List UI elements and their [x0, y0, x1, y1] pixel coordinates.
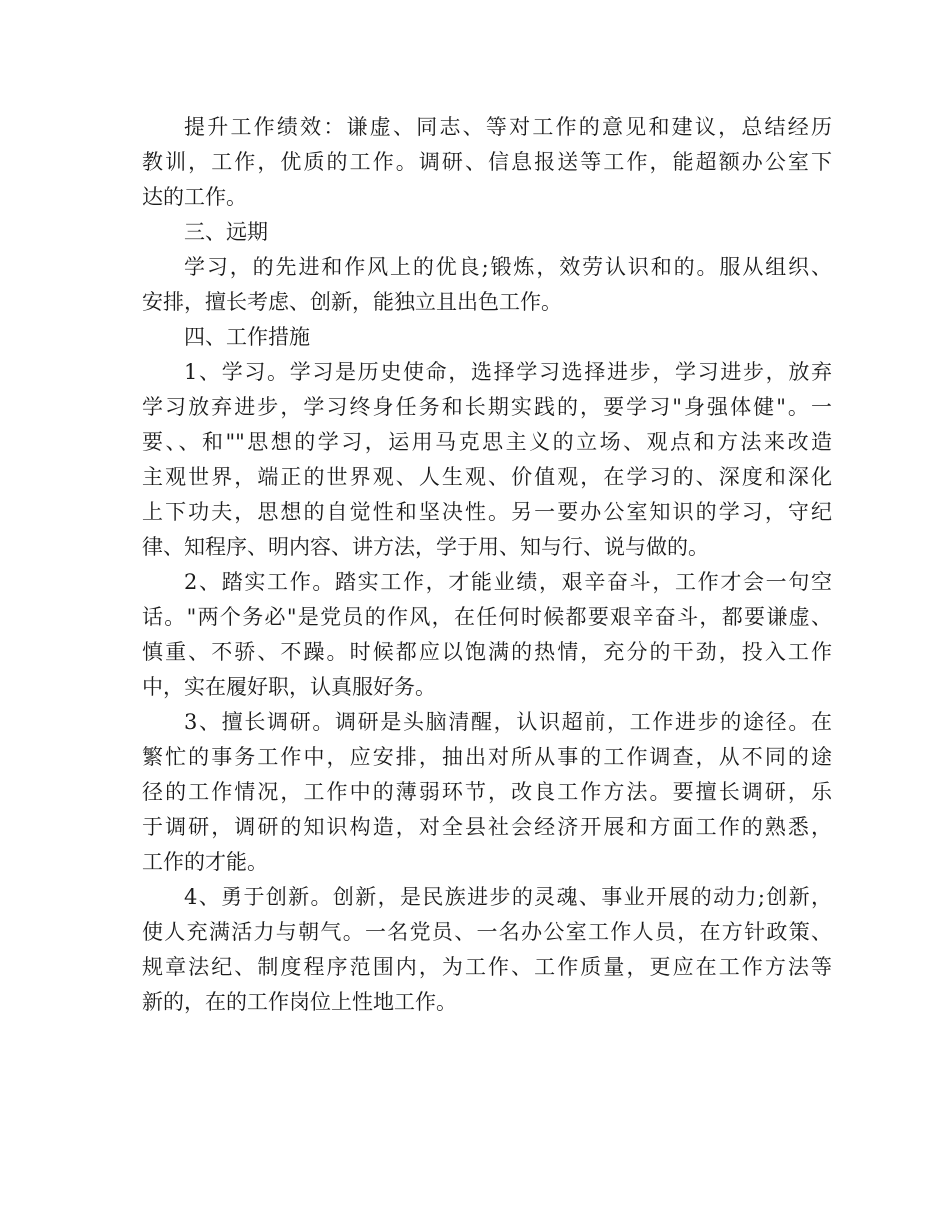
document-body: [142, 110, 832, 1020]
text-line: 四、工作措施: [184, 325, 310, 349]
text-line: 学习，的先进和作风上的优良;锻炼，效劳认识和的。服从组织、: [184, 255, 832, 279]
text-line: 繁忙的事务工作中，应安排，抽出对所从事的工作调查，从不同的途: [142, 745, 832, 769]
text-line: 慎重、不骄、不躁。时候都应以饱满的热情，充分的干劲，投入工作: [142, 640, 832, 664]
text-line: 学习放弃进步，学习终身任务和长期实践的，要学习"身强体健"。一: [142, 395, 832, 419]
text-line: 达的工作。: [142, 185, 247, 209]
text-line: 使人充满活力与朝气。一名党员、一名办公室工作人员，在方针政策、: [142, 920, 832, 944]
text-line: 提升工作绩效：谦虚、同志、等对工作的意见和建议，总结经历: [184, 115, 832, 139]
text-line: 3、擅长调研。调研是头脑清醒，认识超前，工作进步的途径。在: [184, 710, 832, 734]
text-line: 1、学习。学习是历史使命，选择学习选择进步，学习进步，放弃: [184, 360, 832, 384]
text-line: 工作的才能。: [142, 850, 268, 874]
text-line: 要、、和""思想的学习，运用马克思主义的立场、观点和方法来改造: [142, 430, 832, 454]
text-line: 2、踏实工作。踏实工作，才能业绩，艰辛奋斗，工作才会一句空: [184, 570, 832, 594]
text-line: 于调研，调研的知识构造，对全县社会经济开展和方面工作的熟悉，: [142, 815, 832, 839]
text-line: 律、知程序、明内容、讲方法，学于用、知与行、说与做的。: [142, 535, 709, 559]
text-line: 主观世界，端正的世界观、人生观、价值观，在学习的、深度和深化: [142, 465, 832, 489]
document-page: [142, 110, 832, 1020]
text-line: 新的，在的工作岗位上性地工作。: [142, 990, 457, 1014]
text-line: 中，实在履好职，认真服好务。: [142, 675, 436, 699]
text-line: 4、勇于创新。创新，是民族进步的灵魂、事业开展的动力;创新，: [184, 885, 832, 909]
text-line: 上下功夫，思想的自觉性和坚决性。另一要办公室知识的学习，守纪: [142, 500, 832, 524]
text-line: 三、远期: [184, 220, 268, 244]
text-line: 教训，工作，优质的工作。调研、信息报送等工作，能超额办公室下: [142, 150, 832, 174]
text-line: 话。"两个务必"是党员的作风，在任何时候都要艰辛奋斗，都要谦虚、: [142, 605, 832, 629]
text-line: 安排，擅长考虑、创新，能独立且出色工作。: [142, 290, 562, 314]
text-line: 规章法纪、制度程序范围内，为工作、工作质量，更应在工作方法等: [142, 955, 832, 979]
text-line: 径的工作情况，工作中的薄弱环节，改良工作方法。要擅长调研，乐: [142, 780, 832, 804]
